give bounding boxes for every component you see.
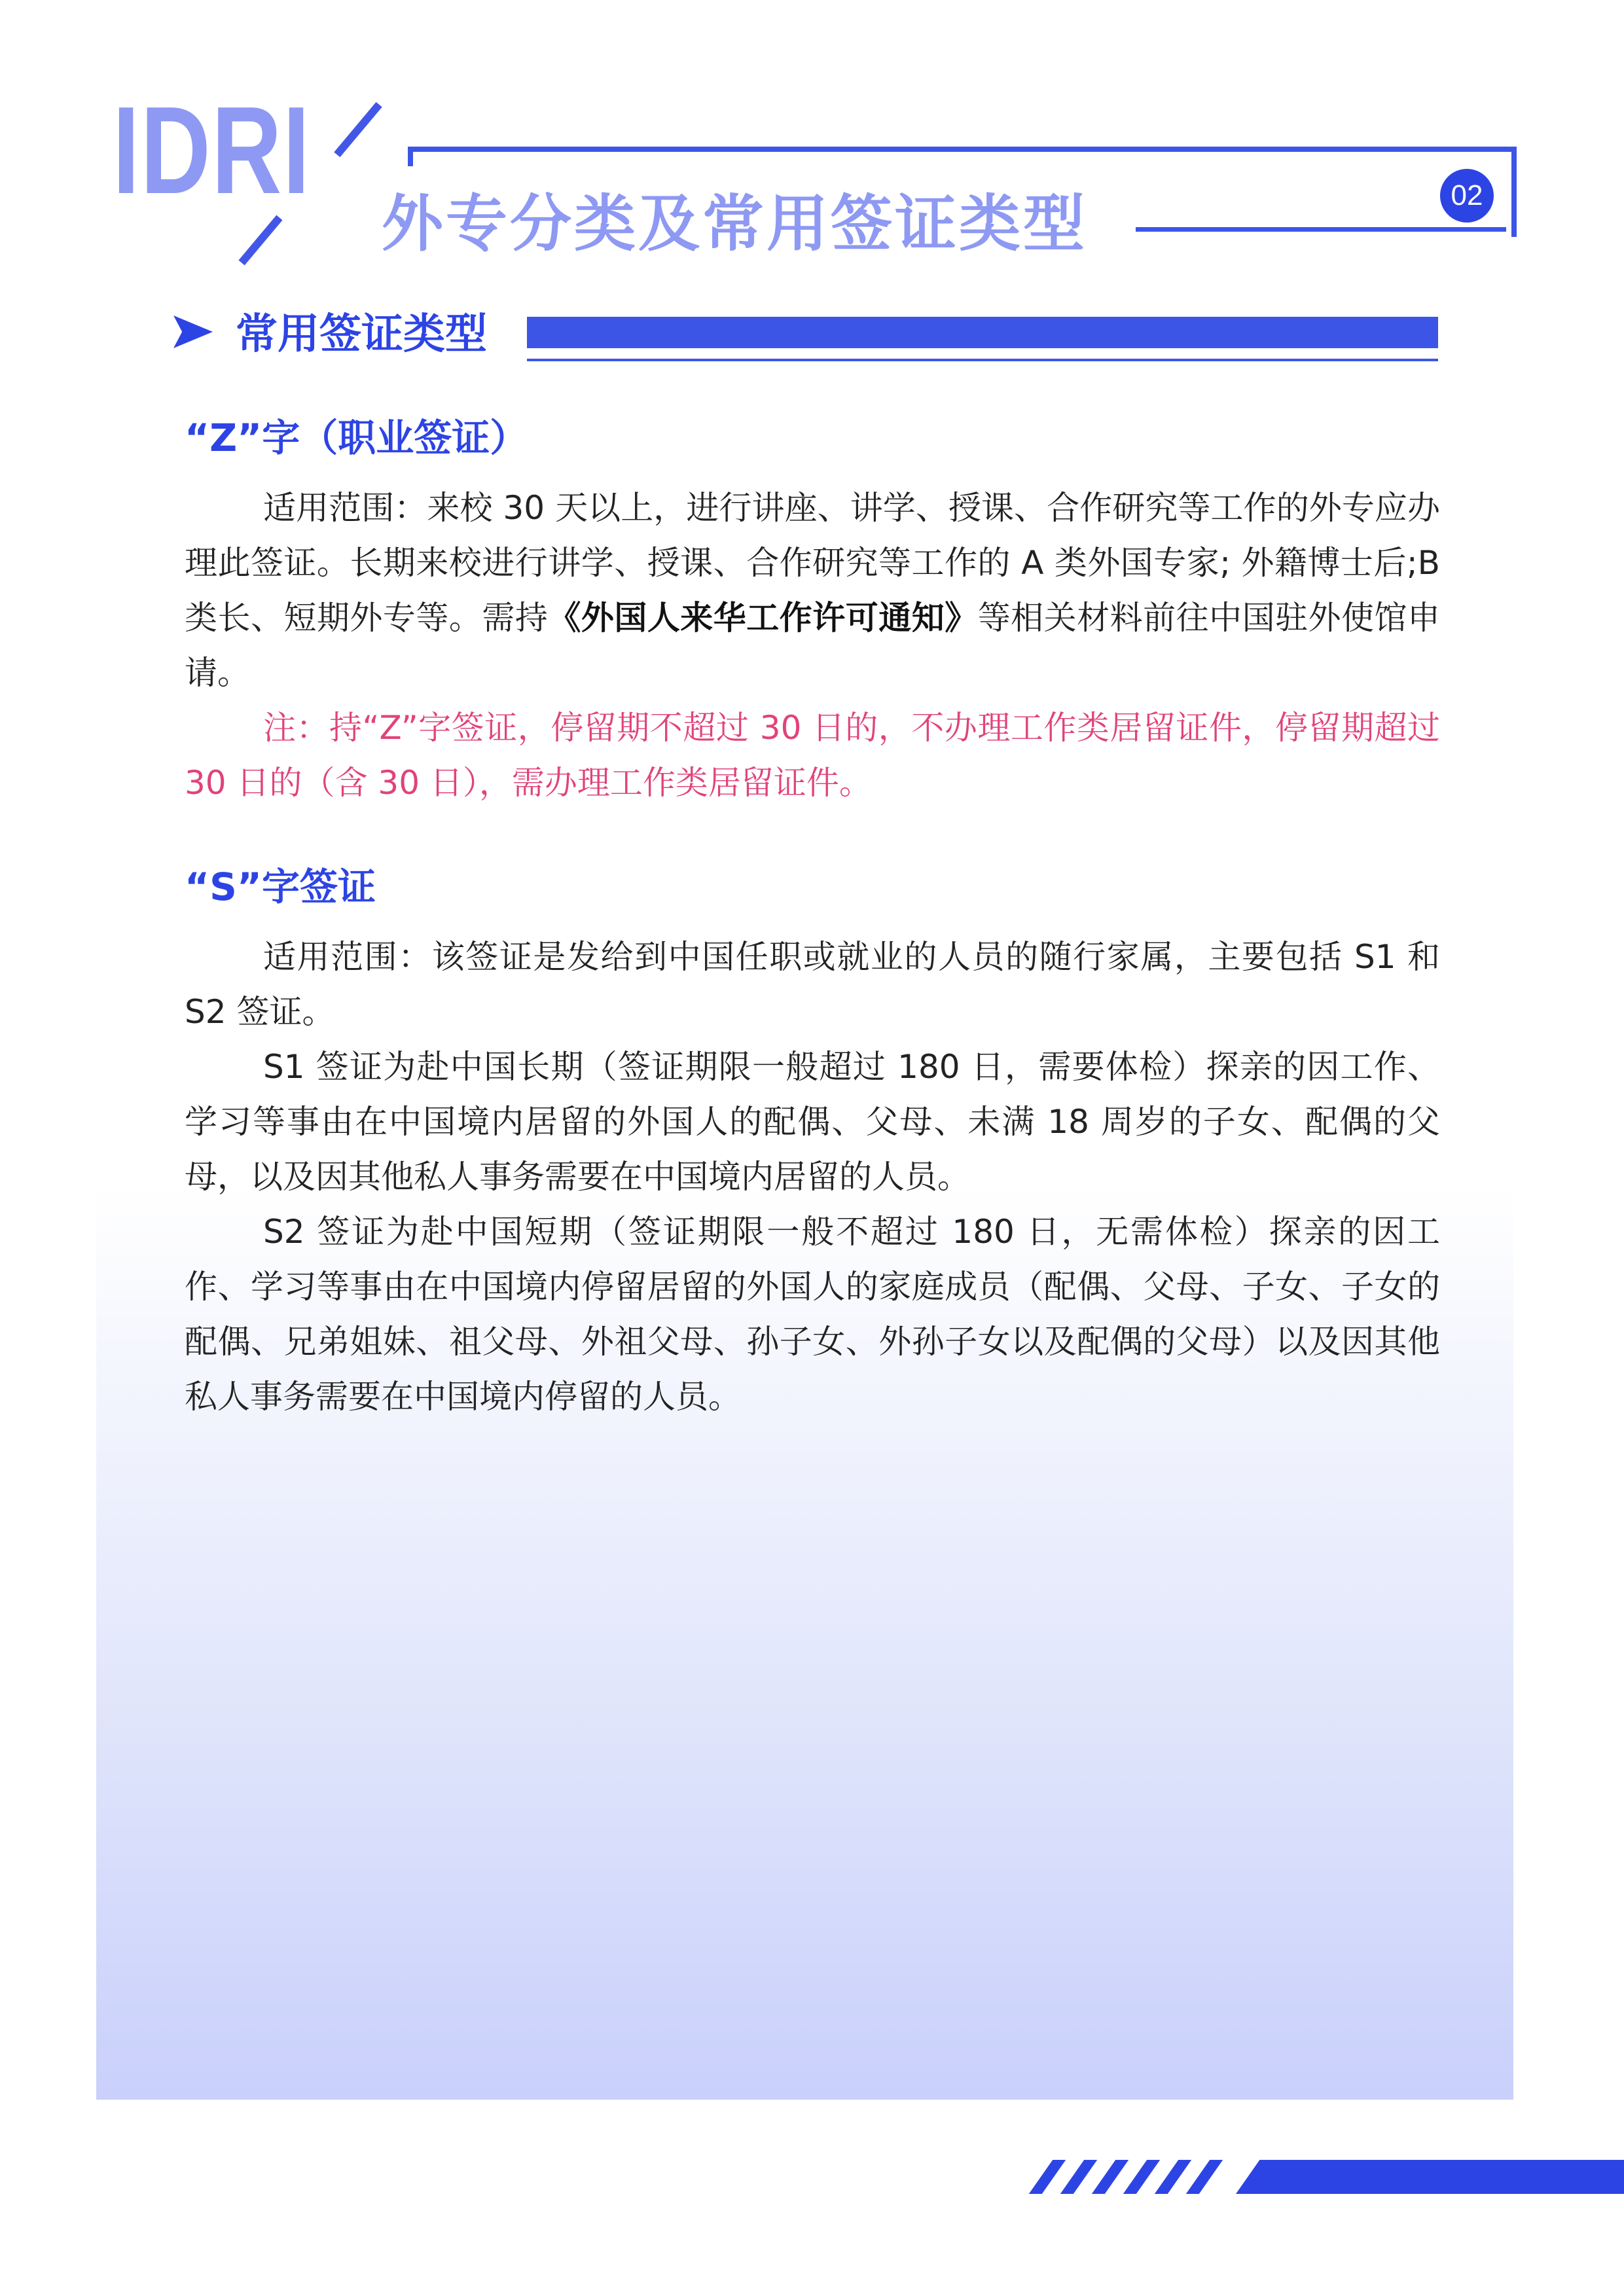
footer-stripe	[1155, 2160, 1191, 2194]
s-visa-scope: 适用范围：该签证是发给到中国任职或就业的人员的随行家属，主要包括 S1 和 S2 签证。	[185, 938, 1440, 1031]
footer-stripe	[1029, 2160, 1066, 2194]
z-visa-body	[185, 480, 1440, 810]
section-title-bar	[527, 317, 1438, 348]
page-title: 外专分类及常用签证类型	[382, 188, 1088, 260]
z-visa-heading: “Z”字（职业签证）	[185, 416, 528, 460]
footer-stripe	[1186, 2160, 1223, 2194]
z-visa-permit-doc: 《外国人来华工作许可通知》	[548, 599, 978, 637]
idri-logo: IDRI	[113, 81, 311, 220]
decorative-slash	[334, 102, 382, 157]
z-visa-note: 注：持“Z”字签证，停留期不超过 30 日的，不办理工作类居留证件，停留期超过 30 日的（含 30 日），需办理工作类居留证件。	[185, 709, 1440, 802]
section-title: 常用签证类型	[236, 310, 487, 359]
s-visa-body	[185, 929, 1440, 1424]
footer-bar	[1236, 2160, 1624, 2194]
page-number-badge: 02	[1440, 169, 1494, 223]
footer-stripes	[1028, 2160, 1624, 2194]
s1-visa-description: S1 签证为赴中国长期（签证期限一般超过 180 日，需要体检）探亲的因工作、学习等事由在中国境内居留的外国人的配偶、父母、未满 18 周岁的子女、配偶的父母，以及因其他私人事务需要在中国境内居留的人员。	[185, 1048, 1440, 1196]
footer-stripe	[1092, 2160, 1128, 2194]
z-visa-scope-text: 适用范围：来校 30 天以上，进行讲座、讲学、授课、合作研究等工作的外专应办理此签证。长期来校进行讲学、授课、合作研究等工作的 A 类外国专家; 外籍博士后;B类长、短期外专等。需持	[185, 489, 1440, 637]
footer-stripe	[1123, 2160, 1160, 2194]
decorative-slash	[238, 215, 282, 266]
title-frame-tick	[408, 147, 413, 166]
section-title-line	[527, 359, 1438, 361]
s-visa-heading: “S”字签证	[185, 865, 376, 909]
arrow-right-icon	[173, 315, 213, 348]
footer-stripe	[1060, 2160, 1097, 2194]
z-visa-scope-tail: 等相关材料前往中国驻外使馆申请。	[185, 599, 1441, 692]
s2-visa-description: S2 签证为赴中国短期（签证期限一般不超过 180 日，无需体检）探亲的因工作、学习等事由在中国境内停留居留的外国人的家庭成员（配偶、父母、子女、子女的配偶、兄弟姐妹、祖父母、外祖父母、孙子女、外孙子女以及配偶的父母）以及因其他私人事务需要在中国境内停留的人员。	[185, 1213, 1440, 1416]
title-underline	[1136, 227, 1506, 232]
z-visa-scope	[185, 480, 1440, 700]
